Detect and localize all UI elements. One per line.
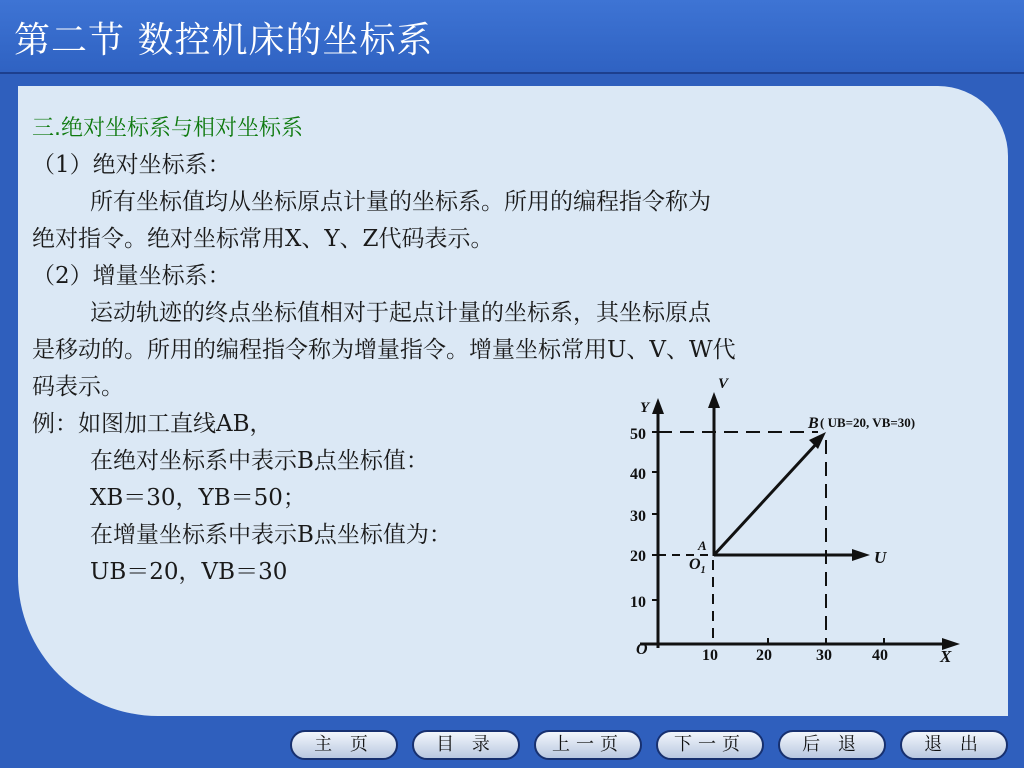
text-line: 所有坐标值均从坐标原点计量的坐标系。所用的编程指令称为 <box>90 189 711 215</box>
o1-label <box>689 556 706 576</box>
text-line: （1）绝对坐标系： <box>32 152 231 178</box>
title-bar <box>0 0 1024 74</box>
x-tick-label: 40 <box>872 647 888 664</box>
text-line: 例：如图加工直线AB， <box>32 411 273 437</box>
section-heading: 三.绝对坐标系与相对坐标系 <box>32 116 303 141</box>
v-axis-label: V <box>718 376 729 392</box>
text-line: 码表示。 <box>32 374 124 400</box>
text-line: 运动轨迹的终点坐标值相对于起点计量的坐标系，其坐标原点 <box>90 300 711 326</box>
x-axis-label: X <box>940 647 952 666</box>
home-button[interactable]: 主 页 <box>290 730 398 760</box>
ab-line <box>714 442 818 555</box>
point-b-annotation: ( UB=20, VB=30) <box>820 415 916 430</box>
y-axis-label: Y <box>640 400 650 416</box>
y-tick-label: 40 <box>630 466 646 483</box>
text-line: 是移动的。所用的编程指令称为增量指令。增量坐标常用U、V、W代 <box>32 337 736 363</box>
x-tick-label: 30 <box>816 647 832 664</box>
y-axis-arrow <box>652 398 664 414</box>
slide-title: 第二节 数控机床的坐标系 <box>14 20 434 61</box>
exit-button[interactable]: 退 出 <box>900 730 1008 760</box>
text-line: XB＝30，YB＝50； <box>90 485 306 511</box>
x-tick-label: 10 <box>702 647 718 664</box>
y-tick-label: 10 <box>630 594 646 611</box>
text-line: 在增量坐标系中表示B点坐标值为： <box>90 522 452 548</box>
next-page-button[interactable]: 下一页 <box>656 730 764 760</box>
text-line: UB＝20，VB＝30 <box>90 559 288 585</box>
contents-button[interactable]: 目 录 <box>412 730 520 760</box>
x-tick-label: 20 <box>756 647 772 664</box>
back-button[interactable]: 后 退 <box>778 730 886 760</box>
ab-arrow <box>809 432 826 449</box>
navigation-bar <box>0 722 1024 768</box>
text-line: （2）增量坐标系： <box>32 263 231 289</box>
y-tick-label: 20 <box>630 548 646 565</box>
y-tick-label: 30 <box>630 508 646 525</box>
coordinate-diagram <box>624 376 984 676</box>
u-axis-label: U <box>874 548 887 567</box>
u-axis-arrow <box>852 549 870 561</box>
origin-label: O <box>636 641 648 658</box>
text-line: 绝对指令。绝对坐标常用X、Y、Z代码表示。 <box>32 226 494 252</box>
point-b-label: B <box>808 415 819 432</box>
prev-page-button[interactable]: 上一页 <box>534 730 642 760</box>
point-a-label: A <box>698 538 707 553</box>
y-tick-label: 50 <box>630 426 646 443</box>
o1-subscript: 1 <box>700 565 706 576</box>
text-line: 在绝对坐标系中表示B点坐标值： <box>90 448 429 474</box>
v-axis-arrow <box>708 392 720 408</box>
o1-letter: O <box>689 556 701 573</box>
